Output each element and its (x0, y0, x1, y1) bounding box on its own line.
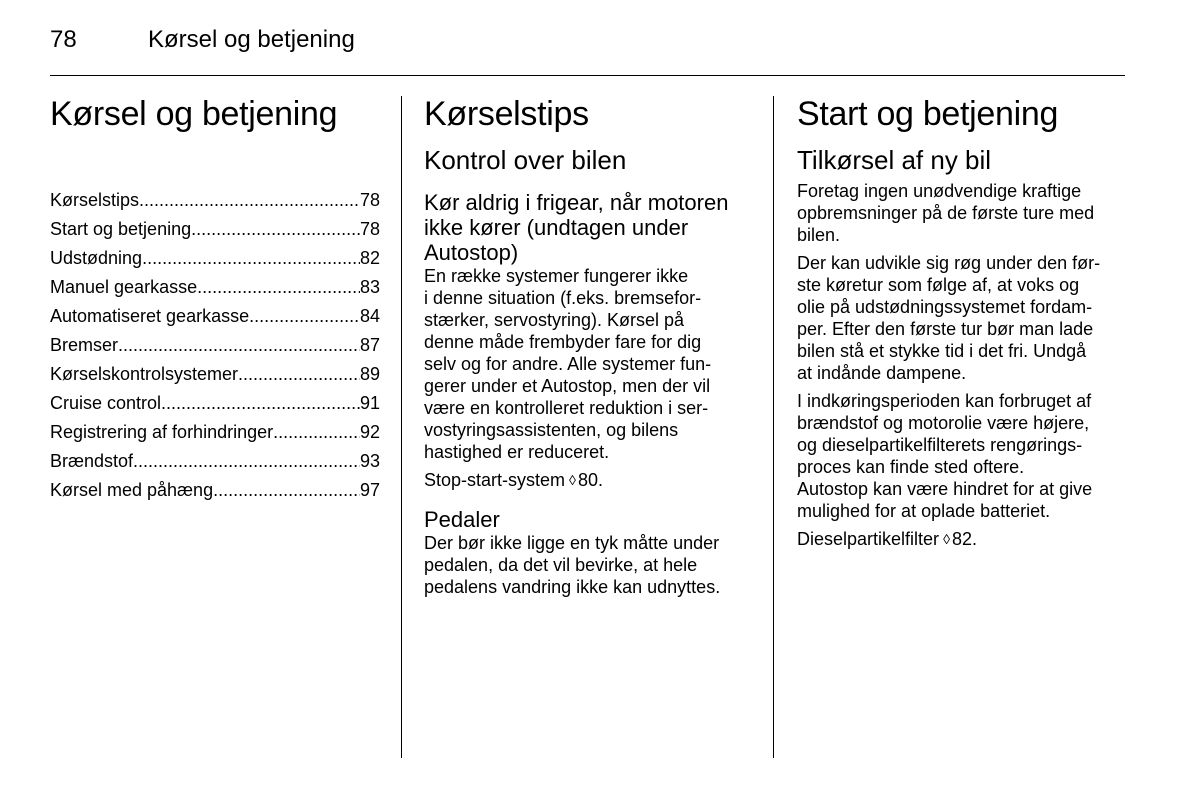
toc-entry (50, 447, 380, 476)
toc-label: Automatiseret gearkasse (50, 306, 250, 326)
text-line: brændstof og motorolie være højere, (797, 413, 1090, 433)
toc-entry (50, 360, 380, 389)
subsection-title-kontrol: Kontrol over bilen (424, 145, 627, 175)
toc-entry (50, 273, 380, 302)
toc-page-number: 92 (359, 422, 380, 442)
cross-reference-dieselpartikelfilter (797, 528, 1132, 550)
toc-leader-dots (191, 215, 360, 244)
toc-leader-dots (161, 389, 360, 418)
column-divider-2 (773, 96, 774, 758)
toc-page-number: 84 (359, 306, 380, 326)
toc-label: Cruise control (50, 393, 162, 413)
toc-label: Registrering af forhindringer (50, 422, 274, 442)
toc-page-number: 82 (359, 248, 380, 268)
text-line: opbremsninger på de første ture med (797, 203, 1095, 223)
text-line: Autostop kan være hindret for at give (797, 479, 1093, 499)
text-line: vostyringsassistenten, og bilens (424, 420, 679, 440)
text-line: per. Efter den første tur bør man lade (797, 319, 1094, 339)
reference-text: Dieselpartikelfilter (797, 529, 940, 549)
toc-page-number: 87 (359, 335, 380, 355)
text-line: i denne situation (f.eks. bremsefor- (424, 288, 702, 308)
toc-entry (50, 331, 380, 360)
toc-label: Kørsel med påhæng (50, 480, 214, 500)
toc-leader-dots (197, 273, 360, 302)
page-number: 78 (50, 26, 77, 53)
start-operation-column (797, 94, 1132, 550)
toc-leader-dots (118, 331, 360, 360)
heading-frigear (424, 190, 759, 265)
page-reference-icon: ◊ (569, 472, 576, 488)
text-line: Foretag ingen unødvendige kraftige (797, 181, 1082, 201)
toc-label: Bremser (50, 335, 119, 355)
toc-label: Kørselskontrolsystemer (50, 364, 239, 384)
reference-page: 82. (951, 529, 978, 549)
toc-leader-dots (273, 418, 360, 447)
toc-leader-dots (139, 186, 360, 215)
paragraph-rog (797, 252, 1132, 384)
text-line: selv og for andre. Alle systemer fun- (424, 354, 712, 374)
text-line: proces kan finde sted oftere. (797, 457, 1025, 477)
toc-entry (50, 302, 380, 331)
toc-leader-dots (249, 302, 360, 331)
toc-entry (50, 215, 380, 244)
paragraph-pedaler (424, 532, 759, 598)
reference-page: 80. (577, 470, 603, 490)
toc-label: Start og betjening (50, 219, 192, 239)
text-line: ste køretur som følge af, at voks og (797, 275, 1080, 295)
toc-page-number: 93 (359, 451, 380, 471)
heading-line: Kør aldrig i frigear, når motoren (424, 190, 729, 215)
text-line: gerer under et Autostop, men der vil (424, 376, 711, 396)
text-line: at indånde dampene. (797, 363, 967, 383)
toc-entry (50, 476, 380, 505)
heading-line: ikke kører (undtagen under (424, 215, 689, 240)
paragraph-indkoring (797, 390, 1132, 522)
toc-page-number: 91 (359, 393, 380, 413)
table-of-contents (50, 186, 380, 505)
toc-entry (50, 244, 380, 273)
paragraph-opbremsning (797, 180, 1132, 246)
toc-leader-dots (238, 360, 360, 389)
toc-label: Udstødning (50, 248, 143, 268)
toc-page-number: 89 (359, 364, 380, 384)
page-reference-icon: ◊ (943, 531, 950, 547)
reference-text: Stop-start-system (424, 470, 566, 490)
header-rule (50, 75, 1125, 76)
text-line: En række systemer fungerer ikke (424, 266, 689, 286)
subsection-title-tilkorsel: Tilkørsel af ny bil (797, 145, 992, 175)
toc-page-number: 78 (359, 219, 380, 239)
chapter-title: Kørsel og betjening (50, 95, 338, 133)
text-line: og dieselpartikelfilterets rengørings- (797, 435, 1083, 455)
text-line: Der kan udvikle sig røg under den før- (797, 253, 1101, 273)
text-line: pedalens vandring ikke kan udnyttes. (424, 577, 721, 597)
paragraph-frigear (424, 265, 759, 463)
driving-tips-column (424, 94, 759, 598)
text-line: I indkøringsperioden kan forbruget af (797, 391, 1092, 411)
text-line: hastighed er reduceret. (424, 442, 610, 462)
heading-line: Autostop) (424, 240, 519, 265)
text-line: Der bør ikke ligge en tyk måtte under (424, 533, 720, 553)
toc-leader-dots (142, 244, 360, 273)
text-line: stærker, servostyring). Kørsel på (424, 310, 685, 330)
text-line: pedalen, da det vil bevirke, at hele (424, 555, 698, 575)
chapter-contents-column (50, 94, 380, 505)
toc-label: Brændstof (50, 451, 134, 471)
toc-label: Manuel gearkasse (50, 277, 198, 297)
text-line: være en kontrolleret reduktion i ser- (424, 398, 709, 418)
toc-page-number: 83 (359, 277, 380, 297)
text-line: bilen stå et stykke tid i det fri. Undgå (797, 341, 1087, 361)
toc-leader-dots (213, 476, 360, 505)
toc-entry (50, 389, 380, 418)
toc-entry (50, 418, 380, 447)
section-title-start: Start og betjening (797, 95, 1059, 133)
toc-entry (50, 186, 380, 215)
heading-pedaler: Pedaler (424, 507, 500, 532)
toc-label: Kørselstips (50, 190, 140, 210)
text-line: mulighed for at oplade batteriet. (797, 501, 1051, 521)
section-title-korselstips: Kørselstips (424, 95, 589, 133)
text-line: olie på udstødningssystemet fordam- (797, 297, 1093, 317)
text-line: denne måde frembyder fare for dig (424, 332, 702, 352)
cross-reference-stop-start (424, 469, 759, 491)
toc-page-number: 78 (359, 190, 380, 210)
toc-page-number: 97 (359, 480, 380, 500)
running-title: Kørsel og betjening (148, 26, 355, 53)
column-divider-1 (401, 96, 402, 758)
text-line: bilen. (797, 225, 841, 245)
toc-leader-dots (133, 447, 360, 476)
